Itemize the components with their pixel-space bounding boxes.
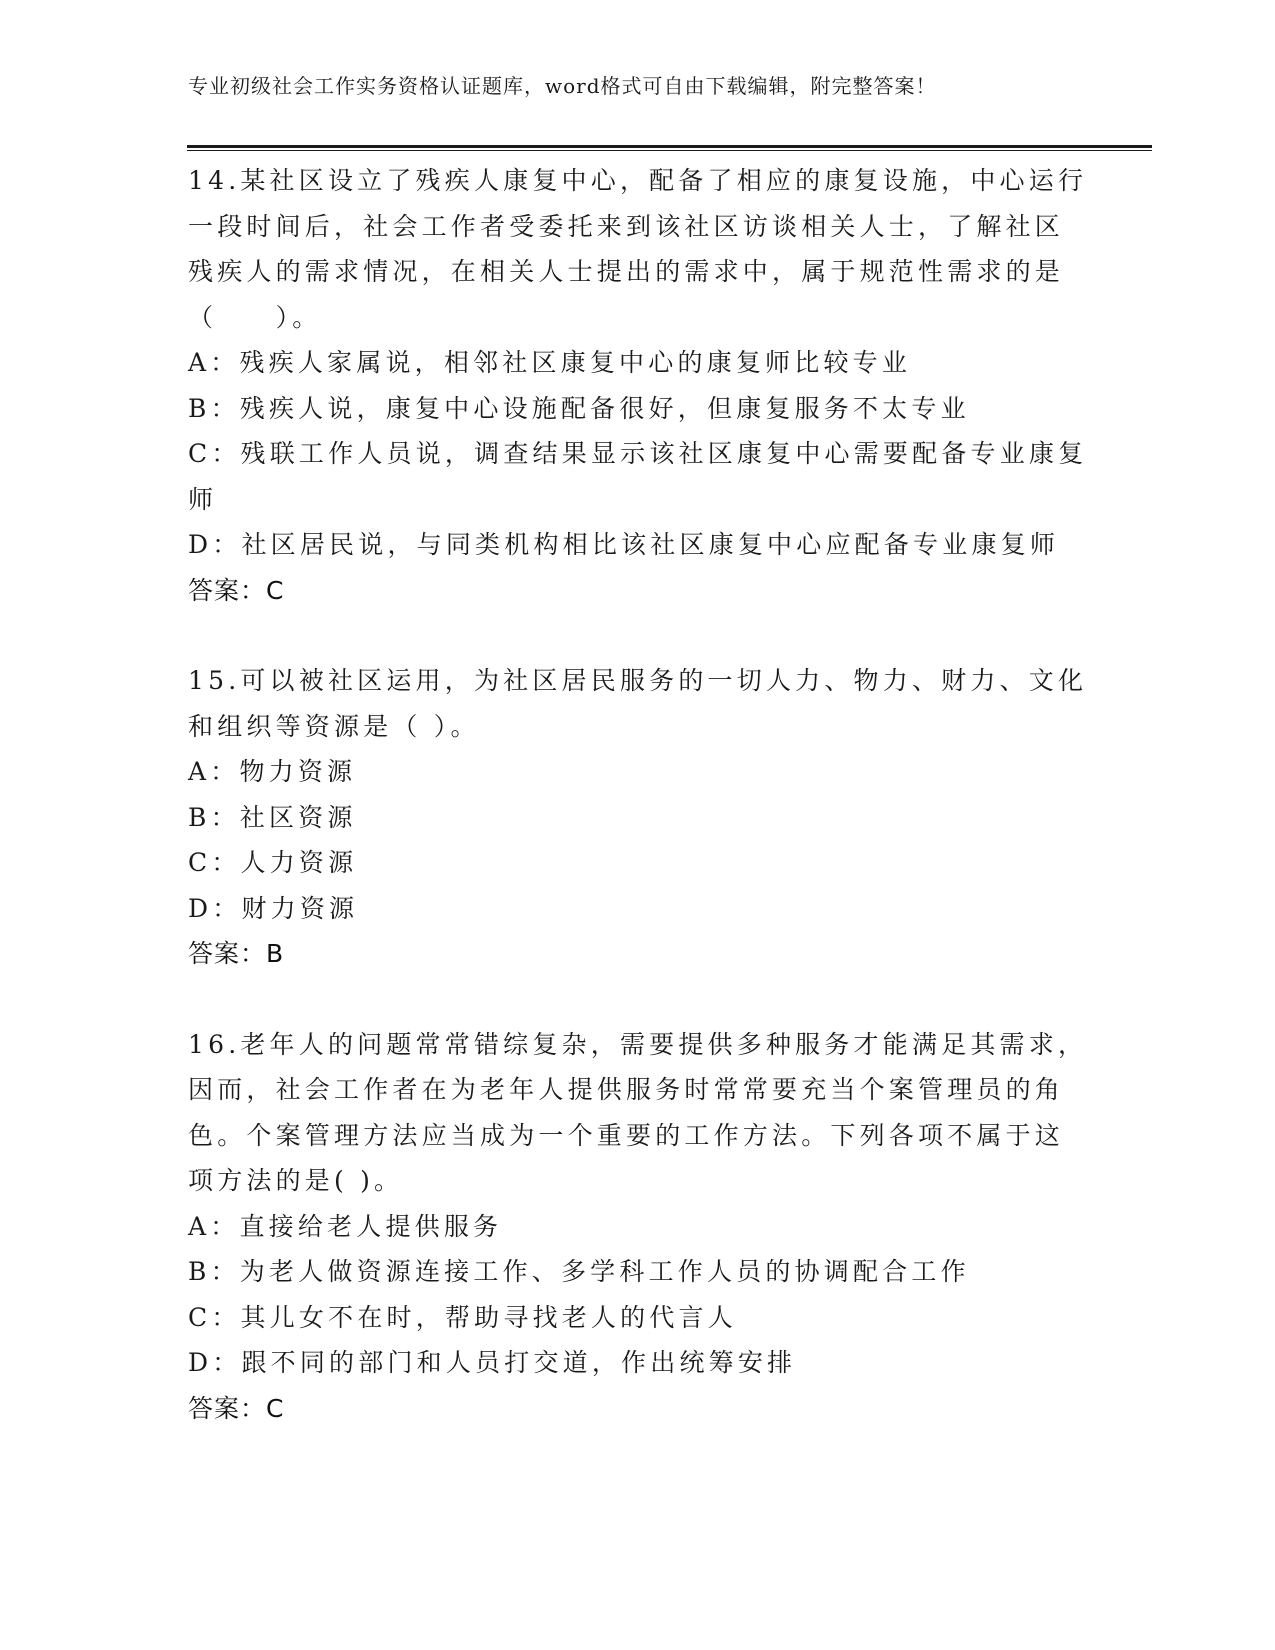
option-a <box>188 1204 1078 1250</box>
option-b <box>188 386 1078 432</box>
stem-line: 14.某社区设立了残疾人康复中心，配备了相应的康复设施，中心运行 <box>188 166 1088 195</box>
question-stem <box>188 1022 1088 1204</box>
question-stem <box>188 158 1088 340</box>
stem-line: 项方法的是( )。 <box>188 1166 404 1195</box>
option-d <box>188 522 1078 568</box>
header-divider-thin <box>187 150 1152 151</box>
option-line: C：人力资源 <box>188 848 358 877</box>
option-line: C：残联工作人员说，调查结果显示该社区康复中心需要配备专业康复 <box>188 439 1088 468</box>
option-b <box>188 795 1078 841</box>
stem-line: 和组织等资源是（ ）。 <box>188 711 480 741</box>
stem-line: 16.老年人的问题常常错综复杂，需要提供多种服务才能满足其需求， <box>188 1029 1088 1059</box>
option-c <box>188 1295 1078 1341</box>
question-stem <box>188 658 1088 749</box>
question-list <box>188 158 1088 1476</box>
stem-line: （ ）。 <box>188 302 322 332</box>
option-line: 师 <box>188 484 218 514</box>
option-d <box>188 886 1078 932</box>
option-line: A：物力资源 <box>188 757 357 786</box>
question-16 <box>188 1022 1088 1432</box>
option-a <box>188 340 1078 386</box>
option-c <box>188 431 1088 522</box>
option-d <box>188 1340 1078 1386</box>
stem-line: 一段时间后，社会工作者受委托来到该社区访谈相关人士，了解社区 <box>188 211 1065 241</box>
stem-line: 色。个案管理方法应当成为一个重要的工作方法。下列各项不属于这 <box>188 1120 1065 1150</box>
header-divider-thick <box>187 145 1152 148</box>
stem-line: 15.可以被社区运用，为社区居民服务的一切人力、物力、财力、文化 <box>188 666 1088 695</box>
answer-label: 答案：C <box>188 1393 285 1423</box>
option-line: D：跟不同的部门和人员打交道，作出统筹安排 <box>188 1348 797 1377</box>
question-14 <box>188 158 1088 613</box>
option-c <box>188 840 1078 886</box>
answer-label: 答案：C <box>188 575 285 605</box>
option-a <box>188 749 1078 795</box>
question-15 <box>188 658 1088 977</box>
stem-line: 因而，社会工作者在为老年人提供服务时常常要充当个案管理员的角 <box>188 1075 1065 1104</box>
answer-label: 答案：B <box>188 939 285 968</box>
header-divider <box>187 145 1152 150</box>
option-b <box>188 1249 1078 1295</box>
option-line: D：社区居民说，与同类机构相比该社区康复中心应配备专业康复师 <box>188 530 1060 559</box>
option-line: C：其儿女不在时，帮助寻找老人的代言人 <box>188 1302 737 1332</box>
page-header <box>188 72 1088 100</box>
option-line: B：残疾人说，康复中心设施配备很好，但康复服务不太专业 <box>188 393 970 423</box>
option-line: B：为老人做资源连接工作、多学科工作人员的协调配合工作 <box>188 1257 970 1286</box>
option-line: A：残疾人家属说，相邻社区康复中心的康复师比较专业 <box>188 348 912 377</box>
header-title: 专业初级社会工作实务资格认证题库，word格式可自由下载编辑，附完整答案！ <box>188 74 937 98</box>
option-line: A：直接给老人提供服务 <box>188 1211 503 1241</box>
stem-line: 残疾人的需求情况，在相关人士提出的需求中，属于规范性需求的是 <box>188 257 1065 286</box>
option-line: D：财力资源 <box>188 893 359 923</box>
option-line: B：社区资源 <box>188 802 357 832</box>
